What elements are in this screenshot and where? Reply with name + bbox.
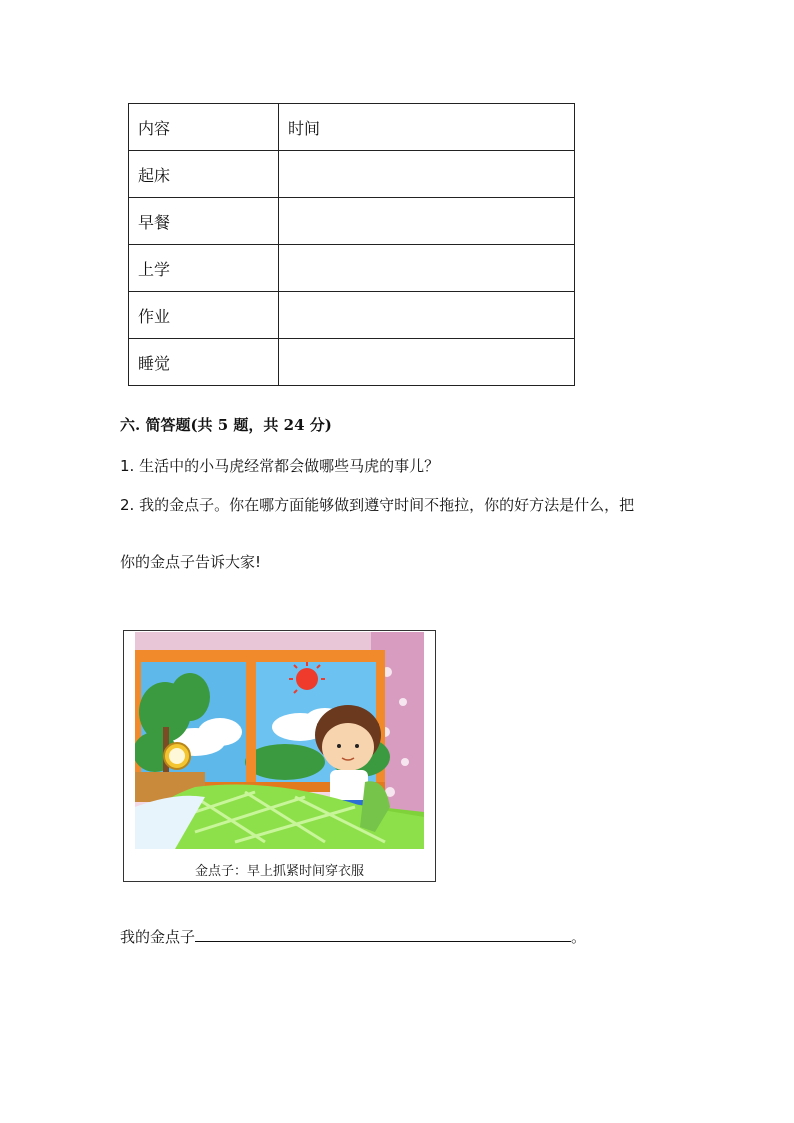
question-2-line-2: 你的金点子告诉大家!	[120, 553, 262, 571]
answer-line	[120, 926, 586, 947]
table-header-row	[129, 104, 575, 151]
row-content-cell: 作业	[129, 292, 279, 339]
answer-blank[interactable]	[195, 926, 571, 942]
row-content-cell: 睡觉	[129, 339, 279, 386]
schedule-table	[128, 103, 575, 386]
question-2-line-1: 2. 我的金点子。你在哪方面能够做到遵守时间不拖拉，你的好方法是什么，把	[120, 496, 635, 514]
table-row	[129, 151, 575, 198]
boy-making-bed-illustration	[135, 632, 424, 849]
question-1: 1. 生活中的小马虎经常都会做哪些马虎的事儿？	[120, 457, 440, 475]
row-content-cell: 上学	[129, 245, 279, 292]
header-time-cell: 时间	[279, 104, 575, 151]
row-time-cell[interactable]	[279, 245, 575, 292]
answer-end-mark: 。	[571, 928, 587, 946]
header-content-cell: 内容	[129, 104, 279, 151]
row-time-cell[interactable]	[279, 198, 575, 245]
illustration-figure	[123, 630, 436, 882]
answer-label: 我的金点子	[120, 928, 196, 946]
table-row	[129, 198, 575, 245]
table-row	[129, 292, 575, 339]
table-row	[129, 339, 575, 386]
row-time-cell[interactable]	[279, 151, 575, 198]
row-time-cell[interactable]	[279, 292, 575, 339]
row-time-cell[interactable]	[279, 339, 575, 386]
row-content-cell: 起床	[129, 151, 279, 198]
row-content-cell: 早餐	[129, 198, 279, 245]
table-row	[129, 245, 575, 292]
section-title: 六. 简答题(共 5 题，共 24 分)	[120, 416, 332, 434]
figure-caption: 金点子：早上抓紧时间穿衣服	[194, 864, 364, 879]
